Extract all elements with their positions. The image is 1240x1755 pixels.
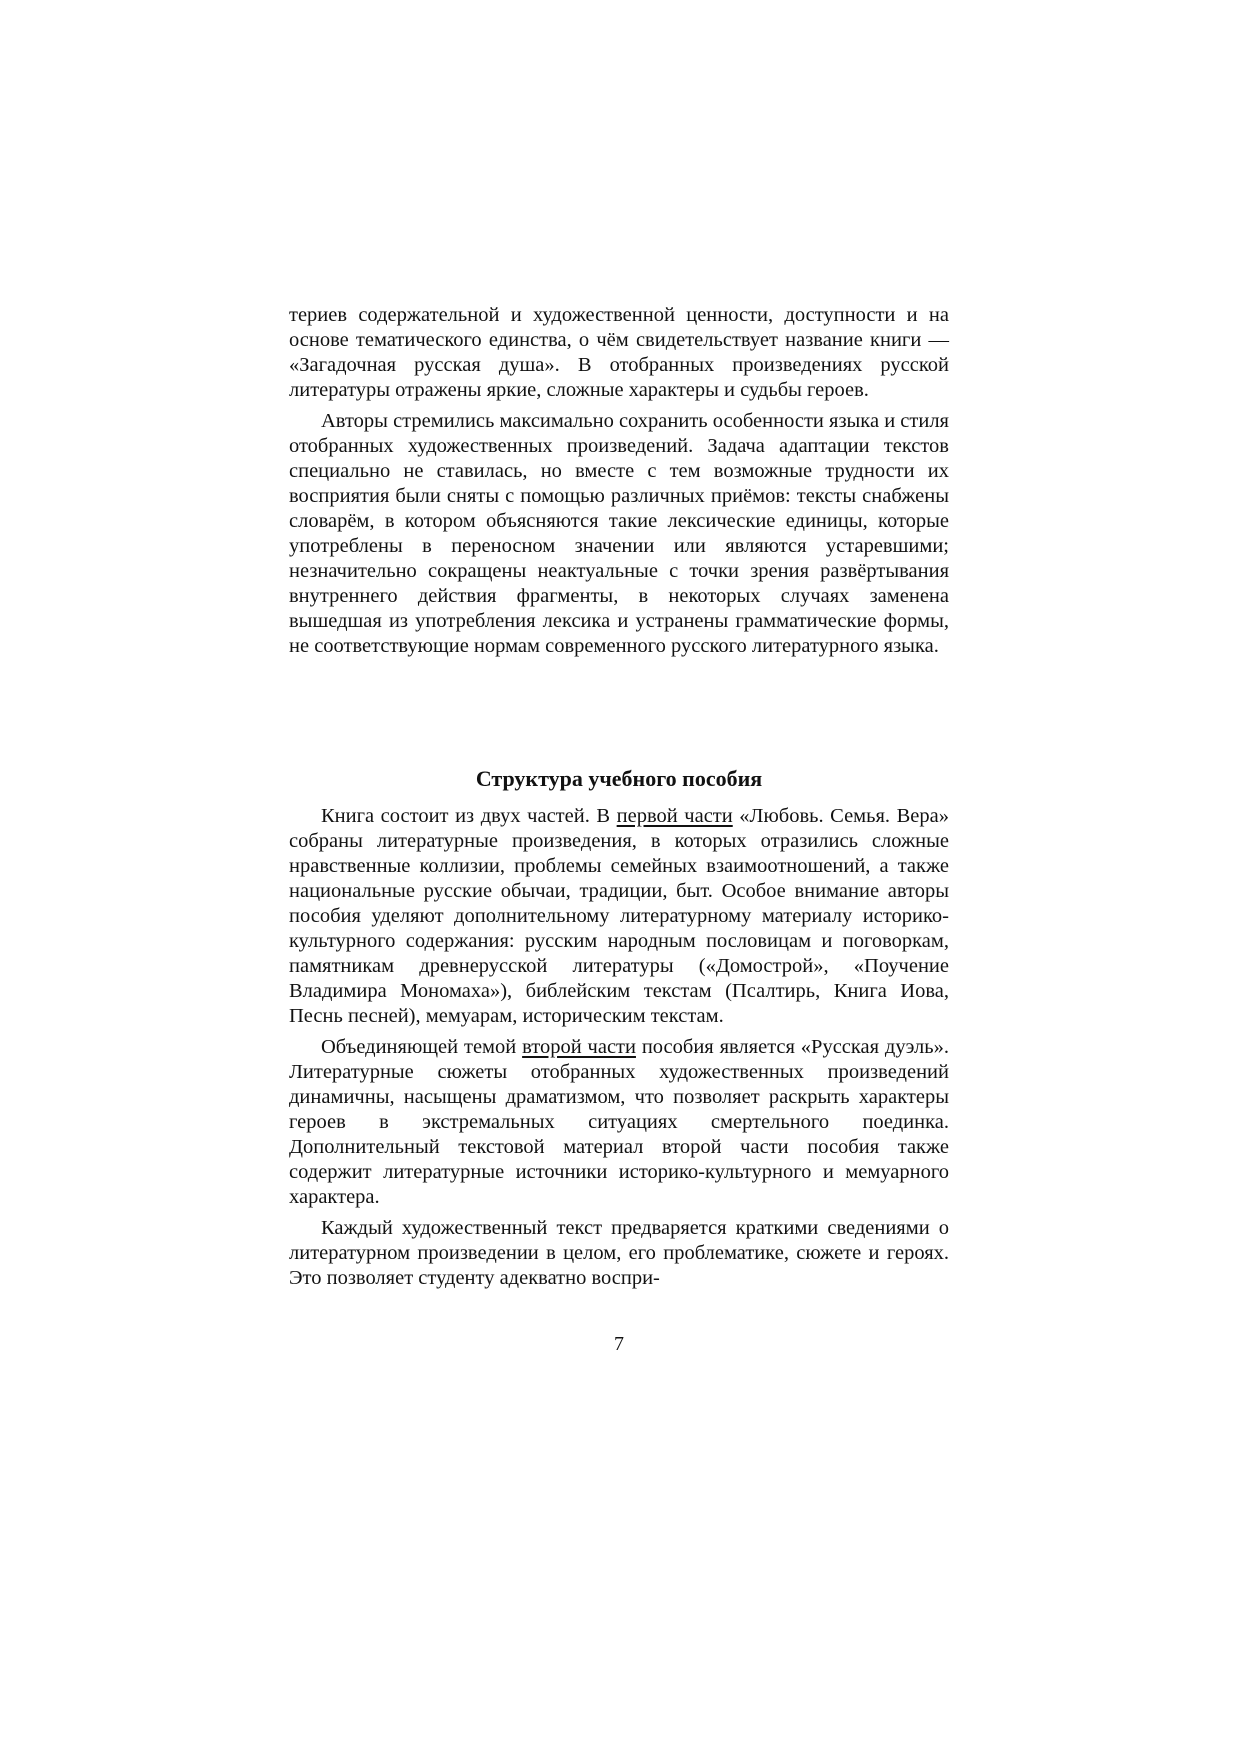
paragraph-2-rest: пособия является «Русская дуэль». Литературные сюжеты отобранных художественных произведений динамичны, насыщены драматизмом, что позволяет раскрыть характеры героев в экстремальных ситуациях смертельного поединка. Дополнительный текстовой материал второй части пособия также содержит литературные источники историко-культурного и мемуарного характера. [289,1036,949,1208]
section-paragraph-1 [289,804,949,1029]
intro-paragraph-1: териев содержательной и художественной ценности, доступности и на основе тематического единства, о чём свидетельствует название книги — «Загадочная русская душа». В отобранных произведениях русской литературы отражены яркие, сложные характеры и судьбы героев. [289,304,949,401]
page-number: 7 [614,1333,624,1355]
section-text [289,804,949,1297]
intro-text [289,303,949,665]
first-part-link: первой части [616,805,733,827]
paragraph-2-start: Объединяющей темой [321,1036,523,1058]
section-paragraph-3: Каждый художественный текст предваряется краткими сведениями о литературном произведении в целом, его проблематике, сюжете и героях. Это позволяет студенту адекватно воспри- [289,1217,949,1289]
intro-paragraph-2: Авторы стремились максимально сохранить особенности языка и стиля отобранных художественных произведений. Задача адаптации текстов специально не ставилась, но вместе с тем возможные трудности их восприятия были сняты с помощью различных приёмов: тексты снабжены словарём, в котором объясняются такие лексические единицы, которые употреблены в переносном значении или являются устаревшими; незначительно сокращены неактуальные с точки зрения развёртывания внутреннего действия фрагменты, в некоторых случаях заменена вышедшая из употребления лексика и устранены грамматические формы, не соответствующие нормам современного русского литературного языка. [289,410,949,657]
section-paragraph-2 [289,1035,949,1210]
paragraph-1-start: Книга состоит из двух частей. В [321,805,617,827]
paragraph-1-rest: «Любовь. Семья. Вера» собраны литературные произведения, в которых отразились сложные нравственные коллизии, проблемы семейных взаимоотношений, а также национальные русские обычаи, традиции, быт. Особое внимание авторы пособия уделяют дополнительному литературному материалу историко-культурного содержания: русским народным пословицам и поговоркам, памятникам древнерусской литературы («Домострой», «Поучение Владимира Мономаха»), библейским текстам (Псалтирь, Книга Иова, Песнь песней), мемуарам, историческим текстам. [289,805,949,1027]
section-heading: Структура учебного пособия [475,766,763,791]
second-part-link: второй части [522,1036,636,1058]
